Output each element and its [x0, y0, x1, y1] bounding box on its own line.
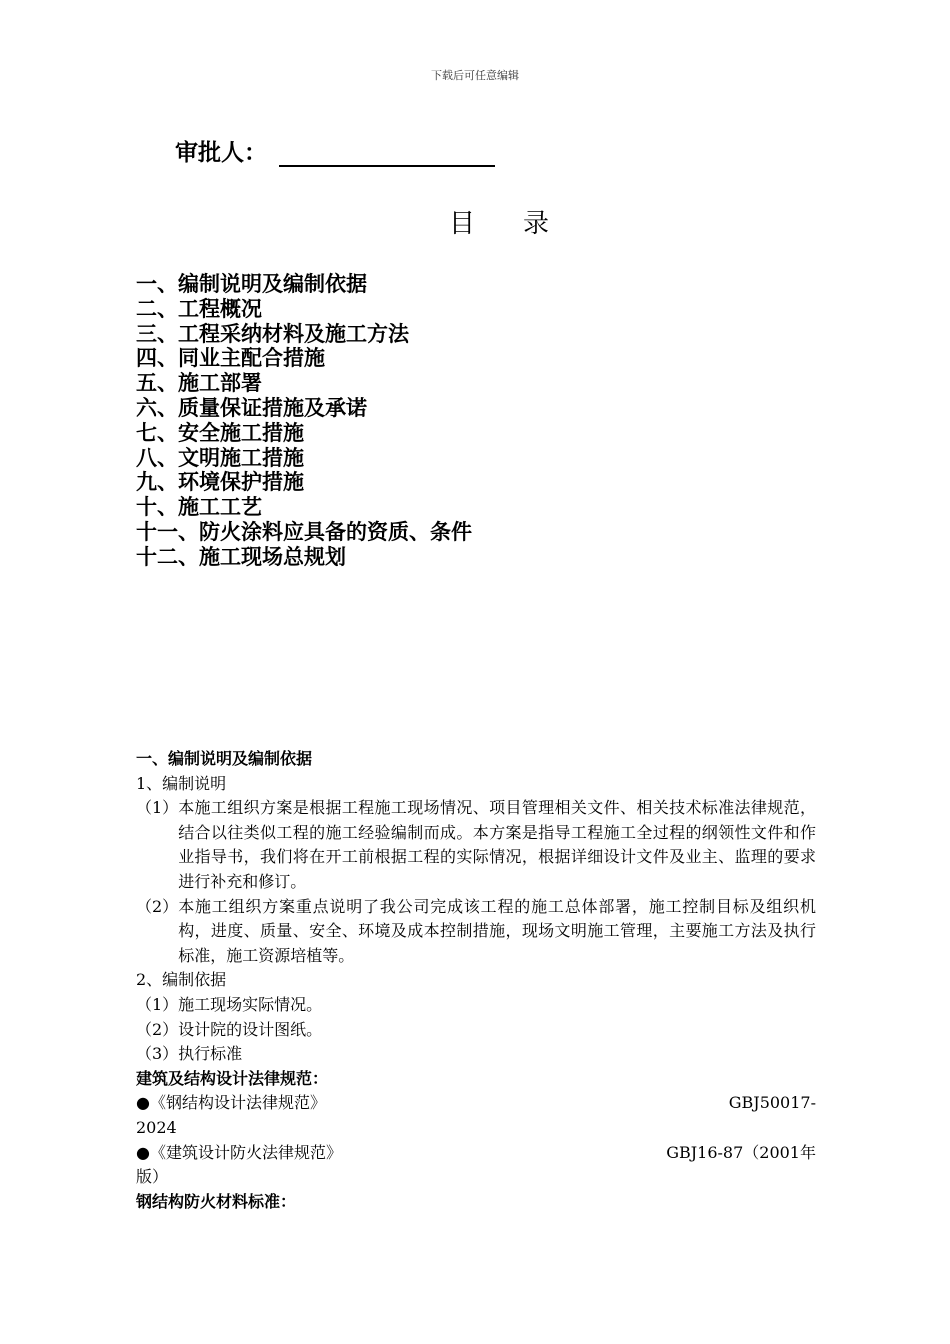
- paragraph-text: 本施工组织方案是根据工程施工现场情况、项目管理相关文件、相关技术标准法律规范，结合以往类似工程的施工经验编制而成。本方案是指导工程施工全过程的纲领性文件和作业指导书，我们将在开工前根据工程的实际情况，根据详细设计文件及业主、监理的要求进行补充和修订。: [178, 798, 816, 891]
- subsection-heading: 2、编制依据: [136, 970, 227, 990]
- toc-item: 六、质量保证措施及承诺: [136, 395, 367, 420]
- approver-signature-line: [279, 141, 495, 167]
- numbered-paragraph: [136, 796, 816, 894]
- toc-item: 八、文明施工措施: [136, 445, 304, 470]
- standard-name: ●《建筑设计防火法律规范》: [136, 1142, 342, 1162]
- toc-item: 七、安全施工措施: [136, 420, 304, 445]
- toc-item: 五、施工部署: [136, 371, 262, 396]
- fire-material-heading: 钢结构防火材料标准：: [136, 1191, 297, 1211]
- toc-item: 十、施工工艺: [136, 495, 262, 520]
- section-heading: 一、编制说明及编制依据: [136, 749, 313, 768]
- standard-code-continuation: 版）: [136, 1167, 169, 1187]
- toc-item: 十二、施工现场总规划: [136, 544, 346, 569]
- numbered-paragraph: [136, 895, 816, 969]
- toc-item: 二、工程概况: [136, 296, 262, 321]
- standard-code: GBJ16-87（2001年: [666, 1142, 816, 1162]
- list-item: （2）设计院的设计图纸。: [136, 1019, 323, 1039]
- standard-name: ●《钢结构设计法律规范》: [136, 1093, 326, 1113]
- standard-entry: [136, 1091, 816, 1116]
- standard-entry: [136, 1141, 816, 1166]
- toc-title: 目录: [448, 209, 597, 239]
- paragraph-number: （1）: [136, 798, 179, 818]
- toc-item: 四、同业主配合措施: [136, 346, 325, 371]
- page-header-note: 下载后可任意编辑: [431, 69, 519, 82]
- toc-item: 十一、防火涂料应具备的资质、条件: [136, 519, 472, 544]
- subsection-heading: 1、编制说明: [136, 773, 227, 793]
- toc-item: 九、环境保护措施: [136, 470, 304, 495]
- toc-item: 一、编制说明及编制依据: [136, 272, 367, 296]
- list-item: （1）施工现场实际情况。: [136, 994, 323, 1014]
- toc-item: 三、工程采纳材料及施工方法: [136, 321, 409, 346]
- approver-label: 审批人：: [175, 140, 267, 166]
- standards-heading: 建筑及结构设计法律规范：: [136, 1068, 329, 1088]
- standard-code-continuation: 2024: [136, 1117, 177, 1137]
- paragraph-text: 本施工组织方案重点说明了我公司完成该工程的施工总体部署，施工控制目标及组织机构，进度、质量、安全、环境及成本控制措施，现场文明施工管理，主要施工方法及执行标准，施工资源培植等。: [178, 896, 816, 965]
- paragraph-number: （2）: [136, 896, 179, 916]
- list-item: （3）执行标准: [136, 1044, 243, 1064]
- toc-list: [136, 272, 472, 570]
- approver-field: [175, 134, 495, 167]
- standard-code: GBJ50017-: [728, 1093, 816, 1113]
- section-1: [136, 747, 816, 1214]
